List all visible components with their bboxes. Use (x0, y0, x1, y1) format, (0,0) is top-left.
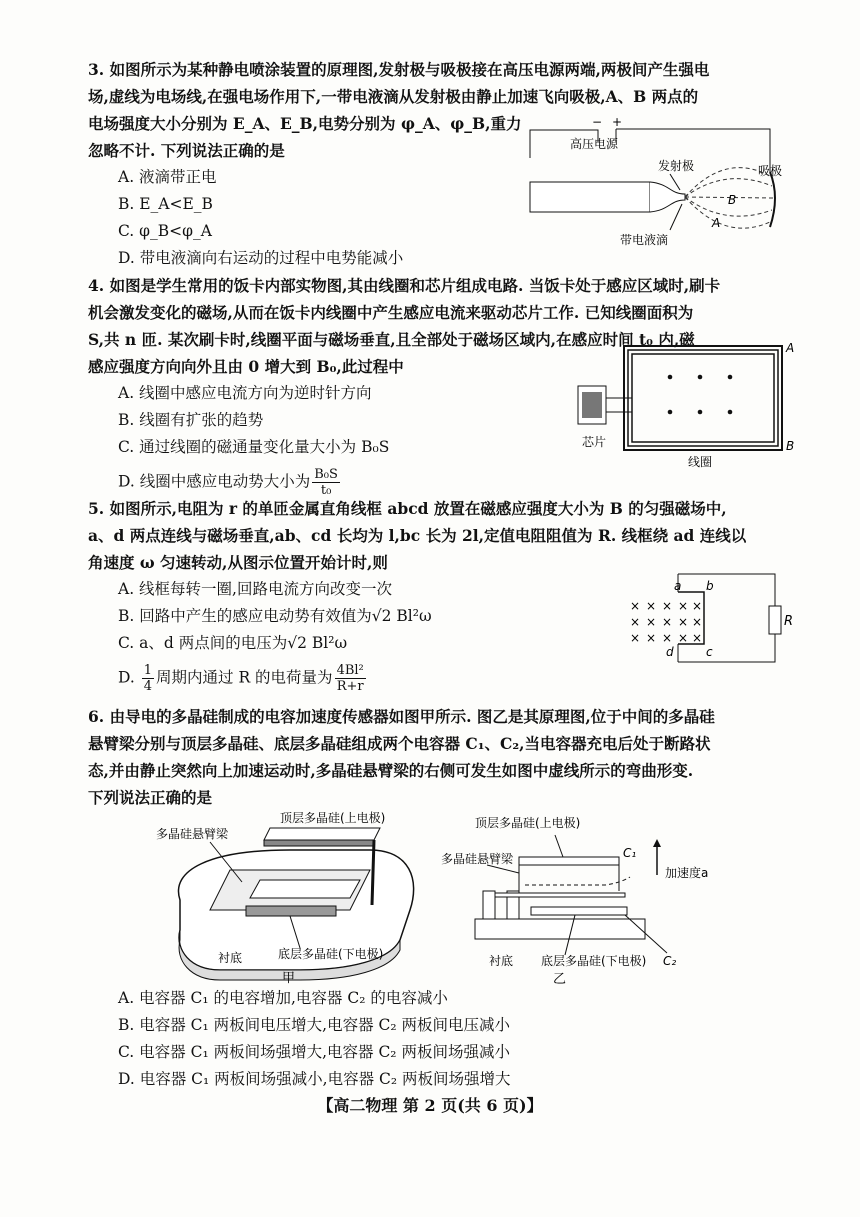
cross-mark: × (630, 599, 641, 613)
q4-corner-a-label: A (786, 342, 795, 355)
q4-option-d-prefix: D. 线圈中感应电动势大小为 (118, 472, 311, 491)
yi-bottom-electrode-label: 底层多晶硅(下电极) (541, 954, 647, 968)
q6-option-c: C. 电容器 C₁ 两板间场强增大,电容器 C₂ 两板间场强减小 (118, 1043, 510, 1061)
q5-stem-line: 5. 如图所示,电阻为 r 的单匝金属直角线框 abcd 放置在磁感应强度大小为 B 的匀强磁场中, (88, 499, 727, 518)
q6-stem-line: 下列说法正确的是 (88, 788, 213, 807)
cross-mark: × (630, 615, 641, 629)
q4-coil-label: 线圈 (688, 455, 713, 469)
q4-stem-line: S,共 n 匝. 某次刷卡时,线圈平面与磁场垂直,且全部处于磁场区域内,在感应时间 t₀ 内,磁 (88, 330, 695, 349)
q3-option-c: C. φ_B<φ_A (118, 222, 212, 240)
q3-stem-line: 忽略不计. 下列说法正确的是 (88, 141, 285, 160)
cross-mark: × (630, 631, 641, 645)
yi-acceleration-label: 加速度a (665, 866, 709, 880)
q4-stem-line: 感应强度方向向外且由 0 增大到 B₀,此过程中 (88, 357, 404, 376)
q5-option-d-fraction-charge (335, 663, 366, 694)
q4-option-b: B. 线圈有扩张的趋势 (118, 411, 264, 429)
q5-option-c: C. a、d 两点间的电压为√2 Bl²ω (118, 634, 348, 652)
q6-option-d: D. 电容器 C₁ 两板间场强减小,电容器 C₂ 两板间场强增大 (118, 1070, 511, 1088)
q3-stem-line: 3. 如图所示为某种静电喷涂装置的原理图,发射极与吸极接在高压电源两端,两极间产生强电 (88, 60, 710, 79)
q6-options (88, 985, 800, 1093)
q4-option-d-fraction (312, 467, 340, 498)
q4-option-d-numerator: B₀S (314, 467, 338, 482)
yi-c2-label: C₂ (663, 954, 677, 968)
yi-c1-label: C₁ (623, 846, 637, 860)
q5-option-d-middle: 周期内通过 R 的电荷量为 (156, 668, 333, 687)
jia-substrate-label: 衬底 (218, 951, 243, 965)
jia-top-electrode-label: 顶层多晶硅(上电极) (280, 811, 386, 825)
q5-stem-line: 角速度 ω 匀速转动,从图示位置开始计时,则 (88, 553, 388, 572)
q3-point-a-label: A (712, 216, 721, 230)
q3-absorber-label: 吸极 (758, 164, 783, 178)
q6-stem-line: 态,并由静止突然向上加速运动时,多晶硅悬臂梁的右侧可发生如图中虚线所示的弯曲形变. (88, 761, 694, 780)
jia-beam-label: 多晶硅悬臂梁 (156, 827, 229, 841)
q5-vertex-a-label: a (674, 579, 682, 593)
jia-caption: 甲 (282, 971, 296, 986)
q5-vertex-b-label: b (706, 579, 714, 593)
q4-stem-line: 4. 如图是学生常用的饭卡内部实物图,其由线圈和芯片组成电路. 当饭卡处于感应区域时,刷卡 (88, 276, 721, 295)
page-footer: 【高二物理 第 2 页(共 6 页)】 (317, 1096, 543, 1115)
yi-substrate-label: 衬底 (489, 954, 514, 968)
q5-stem-line: a、d 两点连线与磁场垂直,ab、cd 长均为 l,bc 长为 2l,定值电阻阻值为 R. 线框绕 ad 连线以 (88, 526, 747, 545)
q4-option-d-denominator: t₀ (320, 483, 332, 498)
q6-option-a: A. 电容器 C₁ 的电容增加,电容器 C₂ 的电容减小 (118, 989, 448, 1007)
cross-mark: × (678, 631, 689, 645)
q3-option-d: D. 带电液滴向右运动的过程中电势能减小 (118, 249, 404, 267)
cross-mark: × (646, 631, 657, 645)
q6-stem-line: 6. 由导电的多晶硅制成的电容加速度传感器如图甲所示. 图乙是其原理图,位于中间的多晶硅 (88, 707, 715, 726)
q4-option-c: C. 通过线圈的磁通量变化量大小为 B₀S (118, 438, 390, 456)
q3-point-b-label: B (728, 193, 737, 207)
yi-caption: 乙 (553, 972, 567, 985)
q3-minus-label: − (592, 115, 603, 129)
q5-figure (620, 566, 800, 676)
q6-option-b: B. 电容器 C₁ 两板间电压增大,电容器 C₂ 两板间电压减小 (118, 1016, 511, 1034)
q6-figure-jia (150, 810, 430, 990)
q4-chip-label: 芯片 (582, 435, 607, 449)
q5-option-d-prefix: D. (118, 668, 135, 687)
q5-option-d-fraction-quarter (142, 663, 154, 694)
q3-figure (520, 112, 800, 262)
cross-mark: × (662, 599, 673, 613)
q5-vertex-d-label: d (666, 645, 674, 659)
q3-option-b: B. E_A<E_B (118, 195, 213, 213)
q4-corner-b-label: B (786, 439, 795, 453)
q5-option-b: B. 回路中产生的感应电动势有效值为√2 Bl²ω (118, 607, 432, 625)
cross-mark: × (662, 615, 673, 629)
q4-stem-line: 机会激发变化的磁场,从而在饭卡内线圈中产生感应电流来驱动芯片工作. 已知线圈面积为 (88, 303, 694, 322)
cross-mark: × (692, 599, 703, 613)
cross-mark: × (678, 615, 689, 629)
q5-frac1-numerator: 1 (143, 663, 153, 678)
question-6 (88, 703, 800, 811)
q5-frac2-numerator: 4Bl² (336, 663, 364, 678)
q6-figure-yi (435, 815, 725, 985)
yi-top-electrode-label: 顶层多晶硅(上电极) (475, 816, 581, 830)
q3-option-a: A. 液滴带正电 (118, 168, 217, 186)
cross-mark: × (692, 631, 703, 645)
jia-bottom-electrode-label: 底层多晶硅(下电极) (278, 947, 384, 961)
cross-mark: × (662, 631, 673, 645)
q5-vertex-c-label: c (706, 645, 713, 659)
q3-emitter-label: 发射极 (658, 159, 695, 173)
q5-frac1-denominator: 4 (143, 679, 153, 694)
cross-mark: × (646, 615, 657, 629)
cross-mark: × (692, 615, 703, 629)
q3-plus-label: + (612, 115, 623, 129)
q5-option-a: A. 线框每转一圈,回路电流方向改变一次 (118, 580, 392, 598)
q4-option-a: A. 线圈中感应电流方向为逆时针方向 (118, 384, 372, 402)
q4-figure (570, 342, 800, 472)
cross-mark: × (646, 599, 657, 613)
q5-resistor-label: R (784, 614, 794, 629)
q3-droplet-label: 带电液滴 (620, 233, 669, 247)
q6-stem-line: 悬臂梁分别与顶层多晶硅、底层多晶硅组成两个电容器 C₁、C₂,当电容器充电后处于断路状 (88, 734, 711, 753)
q5-frac2-denominator: R+r (336, 679, 364, 694)
q3-stem-line: 场,虚线为电场线,在强电场作用下,一带电液滴从发射极由静止加速飞向吸极,A、B 两点的 (88, 87, 699, 106)
q3-power-label: 高压电源 (570, 137, 619, 151)
cross-mark: × (678, 599, 689, 613)
q3-stem-line: 电场强度大小分别为 E_A、E_B,电势分别为 φ_A、φ_B,重力 (88, 114, 522, 133)
yi-beam-label: 多晶硅悬臂梁 (441, 852, 514, 866)
